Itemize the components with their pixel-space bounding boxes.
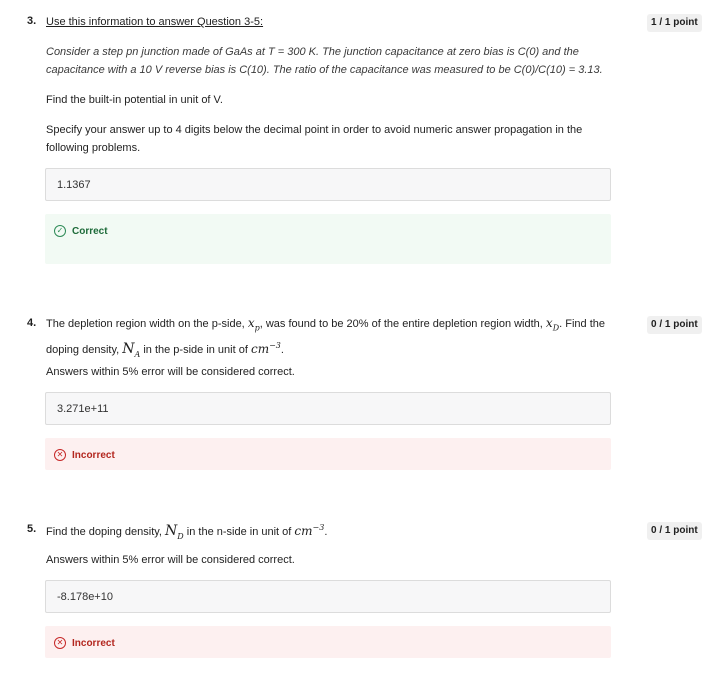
- feedback-incorrect: [45, 438, 611, 470]
- question-number: 4.: [27, 317, 37, 329]
- question-tolerance: Answers within 5% error will be considered correct.: [46, 554, 295, 566]
- points-badge: 0 / 1 point: [647, 316, 702, 334]
- x-circle-icon: ✕: [54, 637, 66, 649]
- question-tolerance: Answers within 5% error will be considered correct.: [46, 366, 295, 378]
- math-nd: $N_D$: [165, 523, 184, 541]
- answer-input[interactable]: -8.178e+10: [45, 580, 611, 613]
- feedback-label: Incorrect: [72, 637, 115, 649]
- check-icon: ✓: [54, 225, 66, 237]
- math-unit: $cm^{-3}$: [294, 523, 325, 538]
- question-link-line: [46, 13, 616, 31]
- feedback-correct: [45, 214, 611, 264]
- question-context: Consider a step pn junction made of GaAs at T = 300 K. The junction capacitance at zero bias is C(0) and the capacitance with a 10 V reverse bias is C(10). The ratio of the capacitance was measured to be C(0)/C(10) = 3.13.: [46, 46, 603, 76]
- question-number: 3.: [27, 15, 37, 27]
- feedback-label: Incorrect: [72, 449, 115, 461]
- question-prompt: The depletion region width on the p-side, $x_p$, was found to be 20% of the entire depletion region width, $x_D$. Find the doping density, $N_A$ in the p-side in unit of $cm^{-3}$.: [46, 316, 605, 360]
- math-na: $N_A$: [122, 341, 141, 360]
- info-link[interactable]: Use this information to answer Question 3-5:: [46, 16, 264, 28]
- math-unit: $cm^{-3}$: [250, 341, 281, 357]
- question-prompt: Find the built-in potential in unit of V.: [46, 94, 223, 106]
- question-instruction: Specify your answer up to 4 digits below the decimal point in order to avoid numeric answer propagation in the following problems.: [46, 124, 583, 154]
- feedback-label: Correct: [72, 225, 108, 237]
- points-badge: 1 / 1 point: [647, 14, 702, 32]
- x-circle-icon: ✕: [54, 449, 66, 461]
- math-xd: $x_D$: [545, 316, 560, 333]
- math-xp: $x_p$: [247, 316, 260, 333]
- points-badge: 0 / 1 point: [647, 522, 702, 540]
- feedback-incorrect: [45, 626, 611, 658]
- answer-input[interactable]: 1.1367: [45, 168, 611, 201]
- question-prompt: Find the doping density, $N_D$ in the n-side in unit of $cm^{-3}$.: [46, 523, 328, 541]
- question-number: 5.: [27, 523, 37, 535]
- answer-input[interactable]: 3.271e+11: [45, 392, 611, 425]
